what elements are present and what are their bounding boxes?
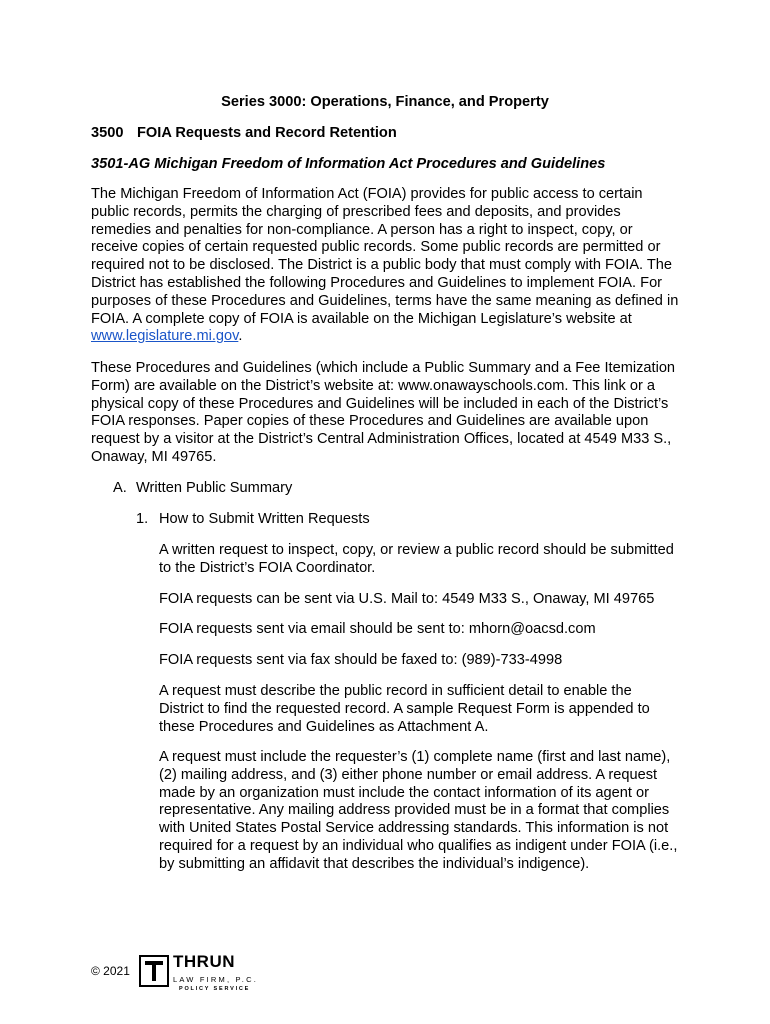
legislature-link[interactable]: www.legislature.mi.gov <box>91 328 239 345</box>
intro-p1-text: The Michigan Freedom of Information Act (FOIA) provides for public access to certain public records, permits the charging of prescribed fees and deposits, and provides remedies and penalties for non-compliance. A person has a right to inspect, copy, or receive copies of certain requested public records. Some public records are permitted or required not to be disclosed. The District is a public body that must comply with FOIA. The District has established the following Procedures and Guidelines to implement FOIA. For purposes of these Procedures and Guidelines, terms have the same meaning as defined in FOIA. A complete copy of FOIA is available on the Michigan Legislature’s website at <box>91 186 679 327</box>
describe-record-paragraph: A request must describe the public record in sufficient detail to enable the District to find the requested record. A sample Request Form is appended to these Procedures and Guidelines as Attachment A. <box>159 683 650 735</box>
logo-name: THRUN <box>173 952 235 971</box>
email-paragraph: FOIA requests sent via email should be sent to: mhorn@oacsd.com <box>159 621 596 637</box>
copyright-text: © 2021 <box>91 964 130 978</box>
thrun-logo <box>139 952 289 992</box>
section-a-heading <box>113 480 292 498</box>
section-number: 3500 <box>91 125 124 141</box>
item-1-title: How to Submit Written Requests <box>159 511 370 527</box>
item-1-marker: 1. <box>136 511 149 527</box>
fax-paragraph: FOIA requests sent via fax should be faxed to: (989)-733-4998 <box>159 652 563 668</box>
item-1-heading <box>136 511 370 529</box>
intro-p1-end: . <box>238 328 243 345</box>
section-a-title: Written Public Summary <box>136 480 293 496</box>
page-footer <box>91 952 291 995</box>
logo-tagline: POLICY SERVICE <box>179 986 251 992</box>
logo-subtitle: LAW FIRM, P.C. <box>173 975 258 984</box>
requester-info-paragraph: A request must include the requester’s (1) complete name (first and last name), (2) mailing address, and (3) either phone number or email address. A request made by an organization must include the contact information of its agent or representative. Any mailing address provided must be in a format that complies with United States Postal Service addressing standards. This information is not required for a request by an individual who qualifies as indigent under FOIA (i.e., by submitting an affidavit that describes the individual’s indigence). <box>159 749 678 872</box>
intro-paragraph-2: These Procedures and Guidelines (which include a Public Summary and a Fee Itemization Form) are available on the District’s website at: www.onawayschools.com. This link or a physical copy of these Procedures and Guidelines will be included in each of the District’s FOIA responses. Paper copies of these Procedures and Guidelines are available upon request by a visitor at the District’s Central Administration Offices, located at 4549 M33 S., Onaway, MI 49765. <box>91 360 676 465</box>
thrun-t-icon <box>139 955 169 987</box>
intro-paragraph-1 <box>91 186 681 346</box>
series-heading: Series 3000: Operations, Finance, and Property <box>221 94 549 110</box>
section-a-marker: A. <box>113 480 127 496</box>
mail-paragraph: FOIA requests can be sent via U.S. Mail to: 4549 M33 S., Onaway, MI 49765 <box>159 591 655 607</box>
section-heading <box>91 125 397 143</box>
section-title: FOIA Requests and Record Retention <box>137 125 397 141</box>
submit-paragraph: A written request to inspect, copy, or review a public record should be submitted to the District’s FOIA Coordinator. <box>159 542 674 576</box>
subsection-heading: 3501-AG Michigan Freedom of Information Act Procedures and Guidelines <box>91 156 606 172</box>
